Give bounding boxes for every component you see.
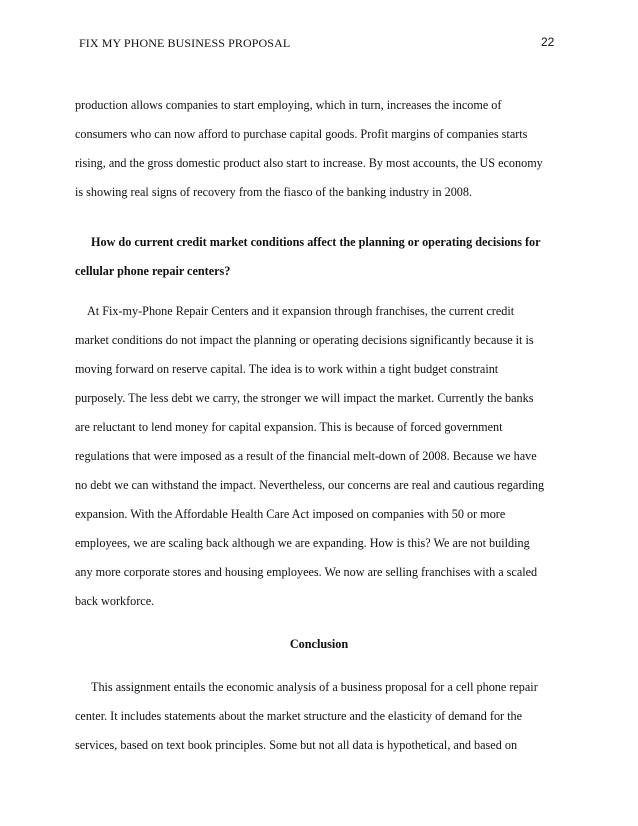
heading-line: How do current credit market conditions affect the planning or operating decisions for bbox=[91, 235, 541, 249]
text-line: services, based on text book principles. Some but not all data is hypothetical, and based on bbox=[75, 738, 518, 752]
heading-line: cellular phone repair centers? bbox=[75, 264, 231, 278]
text-line: expansion. With the Affordable Health Care Act imposed on companies with 50 or more bbox=[75, 507, 506, 521]
paragraph-credit-conditions bbox=[75, 297, 575, 616]
text-line: consumers who can now afford to purchase capital goods. Profit margins of companies starts bbox=[75, 127, 528, 141]
paragraph-economy-recovery bbox=[75, 91, 575, 207]
text-line: purposely. The less debt we carry, the stronger we will impact the market. Currently the banks bbox=[75, 391, 534, 405]
text-line: regulations that were imposed as a result of the financial melt-down of 2008. Because we have bbox=[75, 449, 537, 463]
text-line: center. It includes statements about the market structure and the elasticity of demand for the bbox=[75, 709, 523, 723]
text-line: production allows companies to start employing, which in turn, increases the income of bbox=[75, 98, 502, 112]
text-line: At Fix-my-Phone Repair Centers and it expansion through franchises, the current credit bbox=[87, 304, 515, 318]
text-line: employees, we are scaling back although we are expanding. How is this? We are not building bbox=[75, 536, 530, 550]
text-line: back workforce. bbox=[75, 594, 155, 608]
text-line: moving forward on reserve capital. The idea is to work within a tight budget constraint bbox=[75, 362, 499, 376]
text-line: are reluctant to lend money for capital expansion. This is because of forced government bbox=[75, 420, 503, 434]
text-line: This assignment entails the economic analysis of a business proposal for a cell phone repair bbox=[91, 680, 538, 694]
text-line: any more corporate stores and housing employees. We now are selling franchises with a scaled bbox=[75, 565, 538, 579]
text-line: rising, and the gross domestic product also start to increase. By most accounts, the US economy bbox=[75, 156, 543, 170]
paragraph-conclusion bbox=[75, 673, 575, 760]
section-heading-conclusion: Conclusion bbox=[289, 637, 349, 651]
text-line: is showing real signs of recovery from the fiasco of the banking industry in 2008. bbox=[75, 185, 473, 199]
text-line: market conditions do not impact the planning or operating decisions significantly because it is bbox=[75, 333, 534, 347]
text-line: no debt we can withstand the impact. Nevertheless, our concerns are real and cautious regarding bbox=[75, 478, 545, 492]
running-header-title: FIX MY PHONE BUSINESS PROPOSAL bbox=[79, 36, 291, 50]
page-number: 22 bbox=[541, 35, 555, 49]
section-heading-credit-market bbox=[75, 227, 575, 285]
